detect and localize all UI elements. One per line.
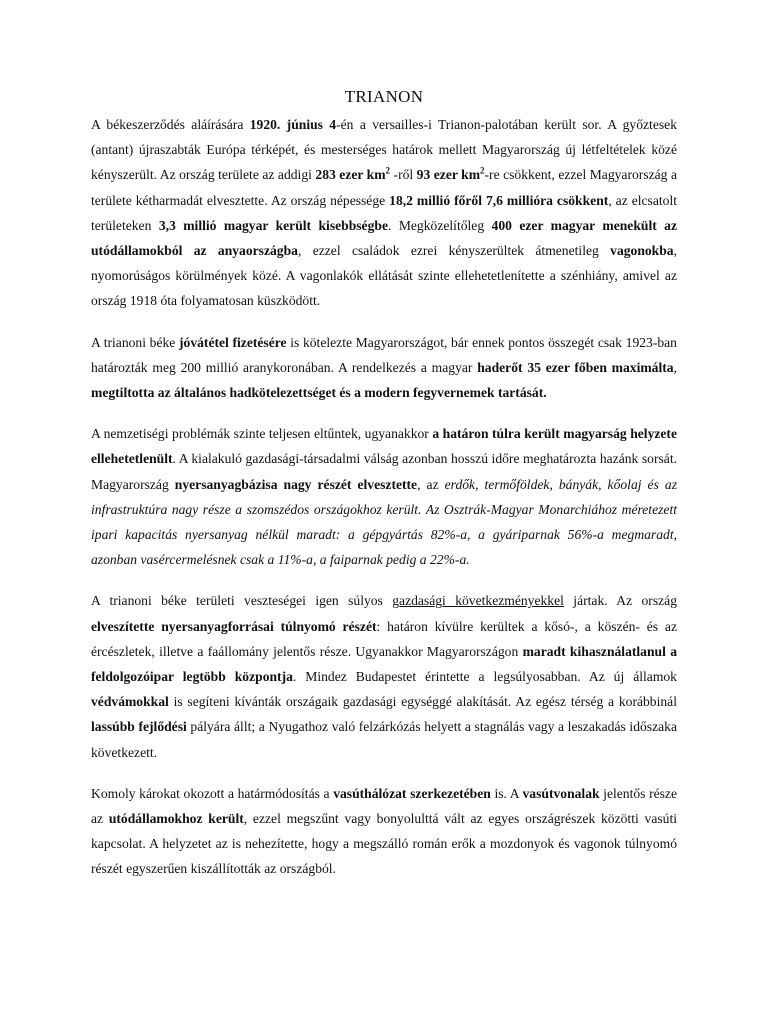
text-run: pályára állt; a Nyugathoz való felzárkózás helyett a stagnálás vagy a leszakadás időszaka következett. — [91, 719, 677, 760]
underlined-text: gazdasági következményekkel — [392, 593, 564, 609]
text-run: . A kialakuló gazdasági-társadalmi válság azonban hosszú időre meghatározta hazánk sorsát. Magyarország — [91, 451, 677, 492]
italic-text: erdők, termőföldek, bányák, kőolaj és az infrastruktúra nagy része a szomszédos országokhoz került. Az Osztrák-Magyar Monarchiához méretezett ipari kapacitás nyersanyag nélkül maradt: a gépgyártás 82%-a, a gyáriparnak 56%-a megmaradt, azonban vasércermelésnek csak a 11%-a, a faiparnak pedig a 22%-a. — [91, 476, 677, 568]
text-run: . Megközelítőleg — [388, 217, 492, 233]
bold-text: vasúthálózat szerkezetében — [333, 785, 491, 801]
bold-text: 1920. június 4 — [249, 117, 337, 132]
text-run: A trianoni béke területi veszteségei igen súlyos — [91, 593, 393, 609]
bold-text: maradt kihasználatlanul a feldolgozóipar legtöbb központja — [91, 643, 677, 685]
text-run: . Mindez Budapestet érintette a legsúlyosabban. Az új államok — [292, 669, 677, 685]
text-run: jelentős része az — [91, 785, 678, 827]
text-run: is kötelezte Magyarországot, bár ennek pontos összegét csak 1923-ban határozták meg 200 millió aranykoronában. A rendelkezés a magyar — [91, 334, 677, 375]
paragraph-3 — [91, 421, 677, 572]
text-run: -re csökkent, ezzel Magyarország a területe kétharmadát elvesztette. Az ország népessége — [91, 167, 678, 208]
bold-text: 3,3 millió magyar került kisebbségbe — [158, 217, 388, 233]
page-title: TRIANON — [344, 87, 424, 106]
bold-text: 18,2 millió főről 7,6 millióra csökkent — [389, 192, 609, 208]
bold-text: jóvátétel fizetésére — [179, 334, 287, 350]
bold-text: vagonokba — [610, 243, 674, 259]
text-run: is. A — [490, 785, 523, 801]
bold-text: utódállamokhoz került — [108, 811, 244, 827]
text-run: , az — [417, 476, 445, 492]
paragraph-5 — [91, 781, 677, 882]
document-body — [91, 112, 677, 882]
text-run: , — [673, 359, 677, 375]
text-run: -ről — [390, 167, 417, 183]
text-run: , ezzel megszűnt vagy bonyolulttá vált az egyes országrészek közötti vasúti kapcsolat. A helyzetet az is nehezítette, hogy a megszálló román erők a mozdonyok és vagonok túlnyomó részét egyszerűen kiszállították az országból. — [91, 811, 677, 877]
bold-text: lassúbb fejlődési — [91, 719, 187, 735]
bold-text: 283 ezer km — [315, 167, 386, 183]
text-run: , nyomorúságos körülmények közé. A vagonlakók ellátását szinte ellehetetlenítette a szénhiány, amivel az ország 1918 óta folyamatosan küszködött. — [91, 243, 678, 309]
bold-text: megtiltotta az általános hadkötelezettséget és a modern fegyvernemek tartását. — [91, 385, 547, 401]
text-run: A nemzetiségi problémák szinte teljesen eltűntek, ugyanakkor — [91, 426, 433, 442]
text-run: jártak. Az ország — [563, 593, 677, 609]
text-run: is segíteni kívánták országaik gazdasági egységgé alakítását. Az egész térség a korábbinál — [168, 694, 677, 710]
bold-text: 400 ezer magyar menekült az utódállamokból az anyaországba — [91, 217, 677, 259]
bold-text: 93 ezer km — [416, 167, 481, 183]
text-run: , ezzel családok ezrei kényszerültek átmenetileg — [297, 243, 611, 259]
text-run: A békeszerződés aláírására — [91, 117, 250, 132]
bold-text: a határon túlra került magyarság helyzete ellehetetlenült — [91, 426, 677, 467]
text-run: Komoly károkat okozott a határmódosítás a — [91, 785, 334, 801]
bold-text: vasútvonalak — [522, 785, 600, 801]
bold-text: nyersanyagbázisa nagy részét elvesztette — [174, 476, 418, 492]
bold-text: haderőt 35 ezer főben maximálta — [477, 359, 674, 375]
text-run: A trianoni béke — [91, 334, 179, 350]
paragraph-1 — [91, 112, 677, 314]
text-run: : határon kívülre kerültek a kősó-, a köszén- és az ércészletek, illetve a faállomány jelentős része. Ugyanakkor Magyarországon — [91, 618, 677, 659]
paragraph-2 — [91, 330, 677, 406]
bold-text: 2 — [385, 165, 391, 176]
bold-text: elveszítette nyersanyagforrásai túlnyomó részét — [91, 618, 377, 634]
bold-text: védvámokkal — [91, 694, 169, 710]
paragraph-4 — [91, 588, 677, 764]
bold-text: 2 — [480, 165, 485, 176]
text-run: , az elcsatolt területeken — [91, 192, 677, 233]
text-run: -én a versailles-i Trianon-palotában került sor. A győztesek (antant) újraszabták Európa térképét, és mesterséges határok mellett Magyarország új létfeltételek közé kényszerült. Az ország területe az addigi — [91, 117, 677, 183]
